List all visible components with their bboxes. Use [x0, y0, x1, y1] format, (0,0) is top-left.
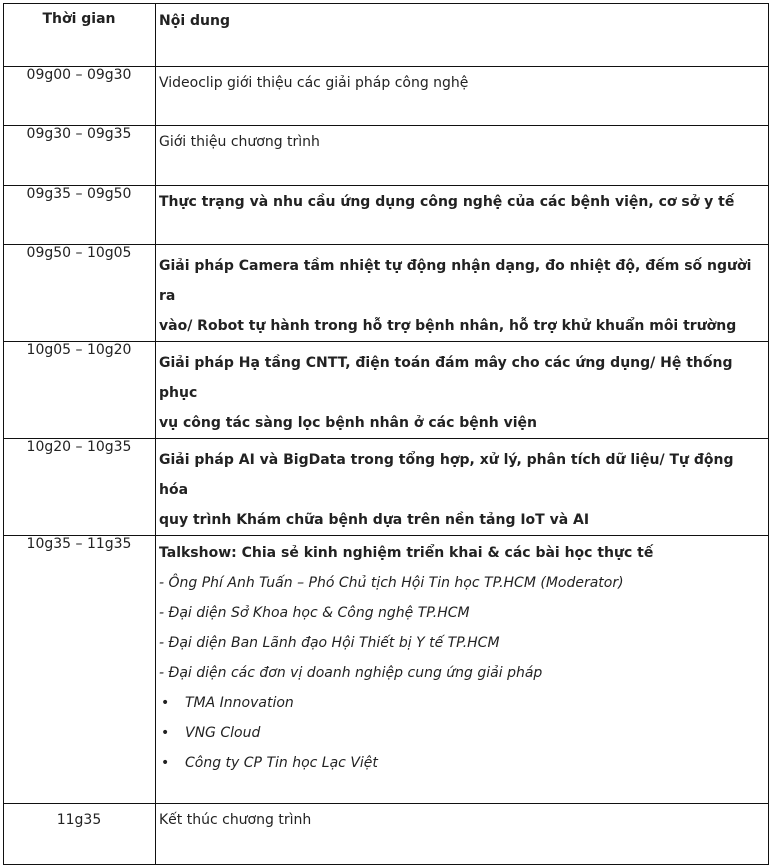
content-line: quy trình Khám chữa bệnh dựa trên nền tảng IoT và AI — [159, 512, 590, 528]
table-row — [4, 536, 769, 804]
table-row — [4, 804, 769, 865]
speaker-item: - Đại diện các đơn vị doanh nghiệp cung ứng giải pháp — [159, 665, 543, 681]
content-line: Giải pháp AI và BigData trong tổng hợp, xử lý, phân tích dữ liệu/ Tự động hóa — [159, 452, 734, 498]
company-bullet: • VNG Cloud — [159, 718, 764, 748]
table-row — [4, 439, 769, 536]
content-cell — [156, 342, 769, 439]
header-time: Thời gian — [4, 4, 156, 67]
talkshow-title: Talkshow: Chia sẻ kinh nghiệm triển khai & các bài học thực tế — [159, 545, 654, 561]
content-cell: Videoclip giới thiệu các giải pháp công nghệ — [156, 67, 769, 126]
content-cell: Thực trạng và nhu cầu ứng dụng công nghệ của các bệnh viện, cơ sở y tế — [156, 186, 769, 245]
schedule-table — [3, 3, 769, 865]
company-bullet: • TMA Innovation — [159, 688, 764, 718]
content-line: vào/ Robot tự hành trong hỗ trợ bệnh nhân, hỗ trợ khử khuẩn môi trường — [159, 318, 737, 334]
header-content: Nội dung — [156, 4, 769, 67]
table-row — [4, 245, 769, 342]
time-cell: 10g05 – 10g20 — [4, 342, 156, 439]
talkshow-cell — [156, 536, 769, 804]
speaker-item: - Đại diện Sở Khoa học & Công nghệ TP.HCM — [159, 605, 470, 621]
table-row — [4, 67, 769, 126]
time-cell: 10g35 – 11g35 — [4, 536, 156, 804]
table-row — [4, 342, 769, 439]
content-cell: Kết thúc chương trình — [156, 804, 769, 865]
time-cell: 09g35 – 09g50 — [4, 186, 156, 245]
speaker-item: - Đại diện Ban Lãnh đạo Hội Thiết bị Y tế TP.HCM — [159, 635, 500, 651]
time-cell: 09g00 – 09g30 — [4, 67, 156, 126]
header-row — [4, 4, 769, 67]
content-line: vụ công tác sàng lọc bệnh nhân ở các bệnh viện — [159, 415, 537, 431]
content-cell — [156, 439, 769, 536]
content-line: Giải pháp Hạ tầng CNTT, điện toán đám mây cho các ứng dụng/ Hệ thống phục — [159, 355, 733, 401]
table-row — [4, 126, 769, 186]
content-cell: Giới thiệu chương trình — [156, 126, 769, 186]
time-cell: 10g20 – 10g35 — [4, 439, 156, 536]
content-cell — [156, 245, 769, 342]
time-cell: 09g30 – 09g35 — [4, 126, 156, 186]
time-cell: 09g50 – 10g05 — [4, 245, 156, 342]
content-line: Giải pháp Camera tầm nhiệt tự động nhận dạng, đo nhiệt độ, đếm số người ra — [159, 258, 752, 304]
company-bullet: • Công ty CP Tin học Lạc Việt — [159, 748, 764, 778]
table-row — [4, 186, 769, 245]
speaker-item: - Ông Phí Anh Tuấn – Phó Chủ tịch Hội Tin học TP.HCM (Moderator) — [159, 575, 624, 591]
time-cell: 11g35 — [4, 804, 156, 865]
